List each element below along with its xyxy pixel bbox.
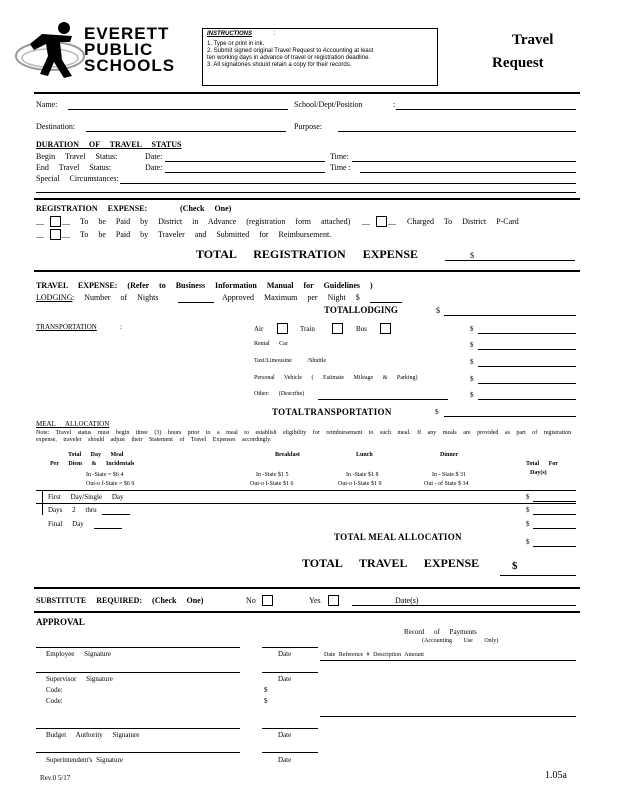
revision-label: Rev.0 5/17 bbox=[40, 774, 71, 782]
supervisor-signature-field[interactable] bbox=[36, 672, 240, 673]
logo-line-2: PUBLIC bbox=[84, 40, 154, 59]
personal-vehicle-amount[interactable] bbox=[478, 383, 576, 384]
blank-mark: __ bbox=[36, 230, 44, 239]
blank-mark: __ bbox=[36, 217, 44, 226]
destination-label: Destination: bbox=[36, 122, 76, 131]
payment-columns: Date Reference # Description Amount bbox=[324, 652, 424, 658]
other-amount[interactable] bbox=[478, 399, 576, 400]
per-diem-in-state: In -State = $6 4 bbox=[86, 472, 124, 478]
employee-signature-label: Employee Signature bbox=[46, 650, 111, 658]
train-checkbox[interactable] bbox=[332, 323, 343, 334]
per-diem-out-state: Out-o f-State = $6 9 bbox=[86, 481, 135, 487]
option-pcard-label: Charged To District P-Card bbox=[407, 217, 519, 226]
option-district-advance-label: To be Paid by District in Advance (registration form attached) bbox=[80, 217, 351, 226]
substitute-no-label: No bbox=[246, 596, 256, 605]
total-registration-dollar: $ bbox=[470, 251, 474, 260]
first-day-rule bbox=[36, 503, 576, 504]
payment-rule bbox=[320, 716, 576, 717]
name-label: Name: bbox=[36, 100, 58, 109]
row-days-thru: Days 2 thru bbox=[48, 506, 97, 514]
dollar-sign: $ bbox=[470, 325, 474, 333]
begin-time-field[interactable] bbox=[352, 161, 576, 162]
total-meal-field[interactable] bbox=[533, 546, 576, 547]
meal-note: Note: Travel status must begin three (3) hours prior to a meal to establish eligibility for reimbursement to such meal. If any meals are provided as part of registration expense, traveler should adjust their Statement of Travel Expenses accordingly. bbox=[36, 430, 572, 443]
option-pcard-checkbox[interactable] bbox=[376, 216, 387, 227]
final-day-amount[interactable] bbox=[533, 528, 576, 529]
breakfast-in-state: In -State $1 5 bbox=[256, 472, 289, 478]
dollar-sign: $ bbox=[470, 358, 474, 366]
substitute-yes-label: Yes bbox=[309, 596, 321, 605]
col-days: Day(s) bbox=[530, 470, 547, 476]
air-train-bus-amount[interactable] bbox=[478, 333, 576, 334]
special-field[interactable] bbox=[120, 183, 576, 184]
employee-date-field[interactable] bbox=[262, 647, 318, 648]
final-day-field[interactable] bbox=[94, 528, 122, 529]
other-description-field[interactable] bbox=[318, 399, 448, 400]
personal-vehicle-label: Personal Vehicle ( Estimate Mileage & Parking) bbox=[254, 375, 418, 381]
code-label: Code: bbox=[46, 697, 63, 705]
col-lunch: Lunch bbox=[356, 452, 373, 458]
supervisor-date-field[interactable] bbox=[262, 672, 318, 673]
instructions-colon: : bbox=[273, 31, 276, 37]
total-transportation-field[interactable] bbox=[444, 416, 576, 417]
instruction-item: 1. Type or print in ink. bbox=[207, 41, 265, 47]
air-checkbox[interactable] bbox=[277, 323, 288, 334]
dollar-sign: $ bbox=[264, 697, 268, 705]
dollar-sign: $ bbox=[526, 520, 530, 528]
budget-date-label: Date bbox=[278, 731, 292, 739]
col-total-day-meal: Total Day Meal bbox=[68, 452, 124, 458]
substitute-yes-checkbox[interactable] bbox=[328, 595, 339, 606]
total-transportation-label: TOTAL TRANSPORTATION bbox=[272, 407, 392, 417]
transportation-colon: : bbox=[120, 323, 122, 331]
total-lodging-dollar: $ bbox=[436, 306, 440, 315]
superintendent-date-label: Date bbox=[278, 756, 292, 764]
purpose-label: Purpose: bbox=[294, 122, 322, 131]
instructions-title: INSTRUCTIONS bbox=[207, 31, 252, 37]
dinner-out-state: Out - of State $ 34 bbox=[424, 481, 469, 487]
divider bbox=[34, 611, 580, 613]
payment-rule bbox=[320, 660, 576, 661]
option-traveler-label: To be Paid by Traveler and Submitted for Reimbursement. bbox=[80, 230, 332, 239]
school-colon: : bbox=[393, 100, 396, 109]
end-date-label: Date: bbox=[145, 163, 163, 172]
travel-expense-title: TRAVEL EXPENSE: (Refer to Business Information Manual for Guidelines ) bbox=[36, 281, 373, 290]
logo bbox=[12, 20, 182, 82]
col-dinner: Dinner bbox=[440, 452, 458, 458]
dollar-sign: $ bbox=[470, 341, 474, 349]
total-lodging-label: TOTAL LODGING bbox=[324, 305, 398, 315]
employee-signature-field[interactable] bbox=[36, 647, 240, 648]
lunch-in-state: In -State $1 8 bbox=[346, 472, 379, 478]
code-label: Code: bbox=[46, 686, 63, 694]
end-travel-label: End Travel Status: bbox=[36, 163, 112, 172]
dollar-sign: $ bbox=[526, 506, 530, 514]
substitute-dates-label: Date(s) bbox=[395, 596, 419, 605]
days-thru-amount[interactable] bbox=[533, 514, 576, 515]
substitute-no-checkbox[interactable] bbox=[262, 595, 273, 606]
budget-date-field[interactable] bbox=[262, 728, 318, 729]
destination-field[interactable] bbox=[86, 131, 286, 132]
first-day-amount[interactable] bbox=[533, 501, 576, 502]
instruction-item: 2. Submit signed original Travel Request to Accounting at least bbox=[207, 48, 374, 54]
dollar-sign: $ bbox=[470, 391, 474, 399]
bus-label: Bus bbox=[356, 325, 367, 333]
days-thru-field[interactable] bbox=[102, 514, 130, 515]
breakfast-out-state: Out-o f-State $1 6 bbox=[250, 481, 294, 487]
taxi-amount[interactable] bbox=[478, 366, 576, 367]
accounting-use-only: (Accounting Use Only) bbox=[422, 638, 499, 644]
blank-mark: __ bbox=[388, 217, 396, 226]
total-travel-field[interactable] bbox=[500, 575, 576, 576]
instructions-box bbox=[202, 28, 438, 86]
air-label: Air bbox=[254, 325, 264, 333]
bus-checkbox[interactable] bbox=[380, 323, 391, 334]
col-breakfast: Breakfast bbox=[275, 452, 300, 458]
row-final-day: Final Day bbox=[48, 520, 84, 528]
logo-line-1: EVERETT bbox=[84, 24, 170, 43]
special-label: Special Circumstances: bbox=[36, 174, 119, 183]
total-registration-field[interactable] bbox=[445, 260, 575, 261]
row-first-day: First Day/Single Day bbox=[48, 493, 124, 501]
lodging-label: LODGING bbox=[36, 293, 73, 302]
purpose-field[interactable] bbox=[338, 131, 576, 132]
record-of-payments: Record of Payments bbox=[404, 628, 477, 636]
begin-travel-label: Begin Travel Status: bbox=[36, 152, 118, 161]
form-title-line-2: Request bbox=[492, 55, 544, 71]
total-lodging-field[interactable] bbox=[444, 315, 576, 316]
form-title-line-1: Travel bbox=[512, 32, 554, 48]
name-field[interactable] bbox=[68, 109, 288, 110]
instruction-item: 3. All signatories should retain a copy for their records. bbox=[207, 62, 352, 68]
special-field-2[interactable] bbox=[36, 192, 576, 193]
supervisor-date-label: Date bbox=[278, 675, 292, 683]
transportation-label: TRANSPORTATION bbox=[36, 323, 97, 331]
train-label: Train bbox=[300, 325, 315, 333]
divider bbox=[34, 198, 580, 200]
meal-allocation-label: MEAL ALLOCATION bbox=[36, 420, 110, 428]
dollar-sign: $ bbox=[264, 686, 268, 694]
registration-title: REGISTRATION EXPENSE: bbox=[36, 204, 148, 213]
superintendent-signature-label: Superintendent's Signature bbox=[46, 756, 123, 764]
lunch-out-state: Out-o f-State $1 9 bbox=[338, 481, 382, 487]
superintendent-signature-field[interactable] bbox=[36, 752, 240, 753]
blank-mark: __ bbox=[362, 217, 370, 226]
nights-field[interactable] bbox=[178, 302, 214, 303]
dollar-sign: $ bbox=[470, 375, 474, 383]
budget-signature-label: Budget Authority Signature bbox=[46, 731, 140, 739]
approved-max-field[interactable] bbox=[370, 302, 402, 303]
meal-table-rule bbox=[36, 490, 576, 491]
duration-title: DURATION OF TRAVEL STATUS bbox=[36, 140, 182, 149]
superintendent-date-field[interactable] bbox=[262, 752, 318, 753]
blank-mark: __ bbox=[62, 230, 70, 239]
divider bbox=[34, 587, 580, 589]
option-traveler-checkbox[interactable] bbox=[50, 229, 61, 240]
total-meal-label: TOTAL MEAL ALLOCATION bbox=[334, 532, 462, 542]
end-date-field[interactable] bbox=[165, 172, 325, 173]
substitute-dates-field[interactable] bbox=[352, 605, 576, 606]
divider bbox=[34, 92, 580, 94]
col-per-diem: Per Diem & Incidentals bbox=[50, 461, 135, 467]
dollar-sign: $ bbox=[526, 538, 530, 546]
option-district-advance-checkbox[interactable] bbox=[50, 216, 61, 227]
school-label: School/Dept/Position bbox=[294, 100, 363, 109]
total-registration-label: TOTAL REGISTRATION EXPENSE bbox=[196, 247, 419, 261]
substitute-label: SUBSTITUTE REQUIRED: (Check One) bbox=[36, 596, 204, 605]
divider bbox=[34, 270, 580, 272]
rental-car-amount[interactable] bbox=[478, 349, 576, 350]
col-total-for: Total For bbox=[526, 461, 558, 467]
total-travel-dollar: $ bbox=[512, 560, 518, 572]
approved-max-label: Approved Maximum per Night $ bbox=[222, 293, 360, 302]
rental-car-label: Rental Car bbox=[254, 341, 288, 347]
blank-mark: __ bbox=[62, 217, 70, 226]
dollar-sign: $ bbox=[526, 493, 530, 501]
registration-check-note: (Check One) bbox=[180, 204, 232, 213]
end-time-label: Time : bbox=[330, 163, 351, 172]
end-time-field[interactable] bbox=[360, 172, 576, 173]
runner-logo-icon bbox=[12, 20, 87, 80]
nights-label: : Number of Nights bbox=[72, 293, 159, 302]
employee-date-label: Date bbox=[278, 650, 292, 658]
instruction-item: ten working days in advance of travel or registration deadline. bbox=[207, 55, 371, 61]
begin-date-label: Date: bbox=[145, 152, 163, 161]
dinner-in-state: In - State $ 31 bbox=[432, 472, 466, 478]
budget-signature-field[interactable] bbox=[36, 728, 240, 729]
school-field[interactable] bbox=[396, 109, 576, 110]
instructions-list bbox=[207, 41, 373, 69]
dollar-sign: $ bbox=[435, 408, 439, 416]
taxi-label: Taxi/Limousine /Shuttle bbox=[254, 358, 327, 364]
logo-line-3: SCHOOLS bbox=[84, 56, 176, 75]
other-label: Other: (Describe) bbox=[254, 391, 305, 397]
begin-time-label: Time: bbox=[330, 152, 349, 161]
approval-title: APPROVAL bbox=[36, 617, 85, 627]
begin-date-field[interactable] bbox=[165, 161, 325, 162]
form-number: 1.05a bbox=[545, 770, 567, 781]
total-travel-label: TOTAL TRAVEL EXPENSE bbox=[302, 556, 480, 570]
supervisor-signature-label: Supervisor Signature bbox=[46, 675, 113, 683]
